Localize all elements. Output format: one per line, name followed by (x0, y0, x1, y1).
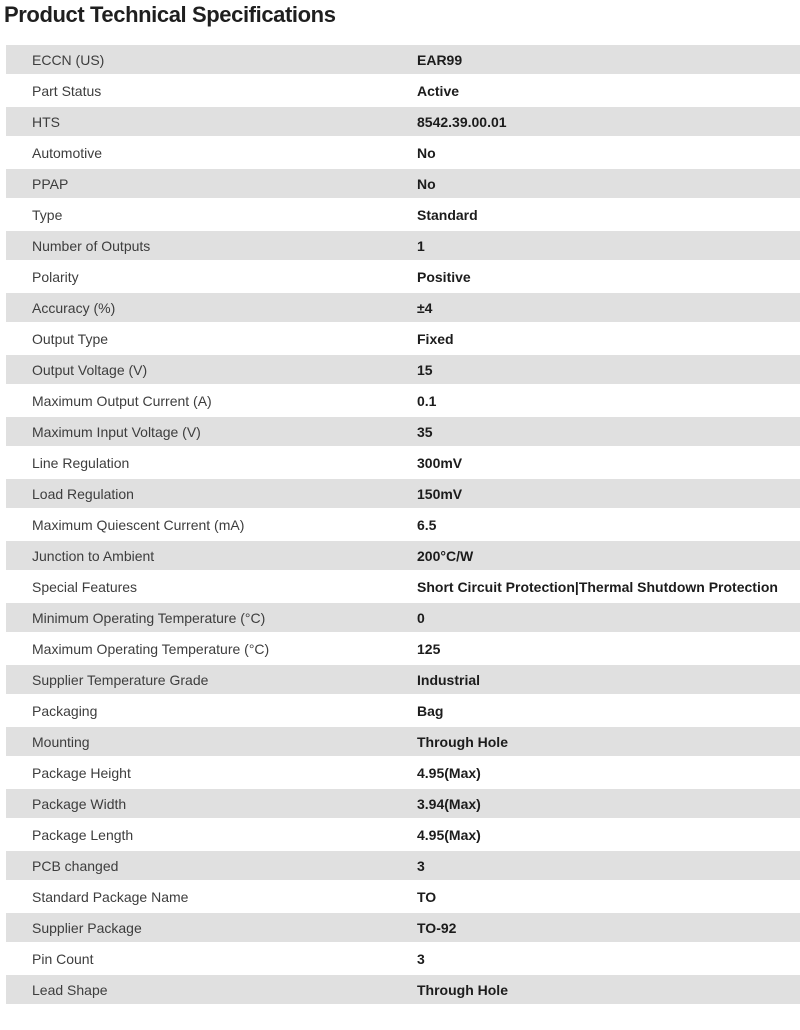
spec-label: Packaging (32, 702, 98, 719)
spec-label: Output Voltage (V) (32, 361, 148, 378)
spec-label: Accuracy (%) (32, 299, 116, 316)
table-row (6, 168, 800, 199)
spec-value: 3 (417, 950, 425, 967)
spec-label: Junction to Ambient (32, 547, 155, 564)
spec-label: Number of Outputs (32, 237, 151, 254)
spec-label: Maximum Operating Temperature (°C) (32, 640, 270, 657)
spec-label: Line Regulation (32, 454, 130, 471)
table-row (6, 540, 800, 571)
spec-label: Maximum Quiescent Current (mA) (32, 516, 245, 533)
spec-value: No (417, 144, 436, 161)
table-row (6, 695, 800, 726)
spec-value: Standard (417, 206, 478, 223)
table-row (6, 447, 800, 478)
spec-value: ±4 (417, 299, 433, 316)
table-row (6, 819, 800, 850)
table-row (6, 261, 800, 292)
spec-value: 3 (417, 857, 425, 874)
spec-label: PPAP (32, 175, 69, 192)
spec-value: TO (417, 888, 437, 905)
table-row (6, 664, 800, 695)
spec-value: 1 (417, 237, 425, 254)
spec-label: Load Regulation (32, 485, 134, 502)
table-row (6, 757, 800, 788)
table-row (6, 323, 800, 354)
spec-value: 200°C/W (417, 547, 474, 564)
spec-value: 125 (417, 640, 441, 657)
table-row (6, 44, 800, 75)
spec-label: Maximum Input Voltage (V) (32, 423, 201, 440)
table-row (6, 199, 800, 230)
spec-value: EAR99 (417, 51, 463, 68)
spec-label: Package Width (32, 795, 127, 812)
table-row (6, 974, 800, 1005)
page-title: Product Technical Specifications (4, 2, 336, 27)
spec-value: Industrial (417, 671, 481, 688)
spec-value: 0 (417, 609, 425, 626)
spec-label: Package Height (32, 764, 131, 781)
spec-label: HTS (32, 113, 60, 130)
table-row (6, 571, 800, 602)
spec-label: Type (32, 206, 63, 223)
spec-label: PCB changed (32, 857, 119, 874)
table-row (6, 602, 800, 633)
spec-value: Bag (417, 702, 444, 719)
spec-label: Maximum Output Current (A) (32, 392, 212, 409)
spec-value: 4.95(Max) (417, 826, 481, 843)
table-row (6, 850, 800, 881)
table-row (6, 943, 800, 974)
spec-label: Polarity (32, 268, 79, 285)
spec-value: 4.95(Max) (417, 764, 481, 781)
spec-value: 35 (417, 423, 433, 440)
spec-value: 0.1 (417, 392, 437, 409)
spec-value: Fixed (417, 330, 454, 347)
table-row (6, 726, 800, 757)
spec-value: Positive (417, 268, 471, 285)
spec-label: Output Type (32, 330, 109, 347)
spec-value: TO-92 (417, 919, 457, 936)
table-row (6, 881, 800, 912)
spec-label: ECCN (US) (32, 51, 105, 68)
spec-label: Lead Shape (32, 981, 108, 998)
table-row (6, 509, 800, 540)
spec-table (6, 44, 800, 1005)
spec-value: Active (417, 82, 460, 99)
spec-label: Package Length (32, 826, 134, 843)
spec-label: Standard Package Name (32, 888, 189, 905)
spec-label: Part Status (32, 82, 102, 99)
spec-value: 15 (417, 361, 433, 378)
spec-label: Special Features (32, 578, 138, 595)
spec-value: Through Hole (417, 981, 508, 998)
spec-value: Short Circuit Protection|Thermal Shutdown Protection (417, 578, 778, 595)
spec-label: Mounting (32, 733, 90, 750)
table-row (6, 385, 800, 416)
spec-value: 150mV (417, 485, 463, 502)
table-row (6, 230, 800, 261)
spec-value: Through Hole (417, 733, 508, 750)
spec-value: 300mV (417, 454, 463, 471)
spec-value: 6.5 (417, 516, 437, 533)
table-row (6, 354, 800, 385)
spec-value: 8542.39.00.01 (417, 113, 507, 130)
spec-label: Supplier Temperature Grade (32, 671, 209, 688)
table-row (6, 478, 800, 509)
spec-label: Supplier Package (32, 919, 142, 936)
table-row (6, 106, 800, 137)
spec-value: 3.94(Max) (417, 795, 481, 812)
table-row (6, 75, 800, 106)
spec-label: Minimum Operating Temperature (°C) (32, 609, 266, 626)
table-row (6, 788, 800, 819)
spec-label: Pin Count (32, 950, 94, 967)
table-row (6, 416, 800, 447)
table-row (6, 292, 800, 323)
spec-value: No (417, 175, 436, 192)
table-row (6, 137, 800, 168)
spec-label: Automotive (32, 144, 103, 161)
table-row (6, 633, 800, 664)
table-row (6, 912, 800, 943)
